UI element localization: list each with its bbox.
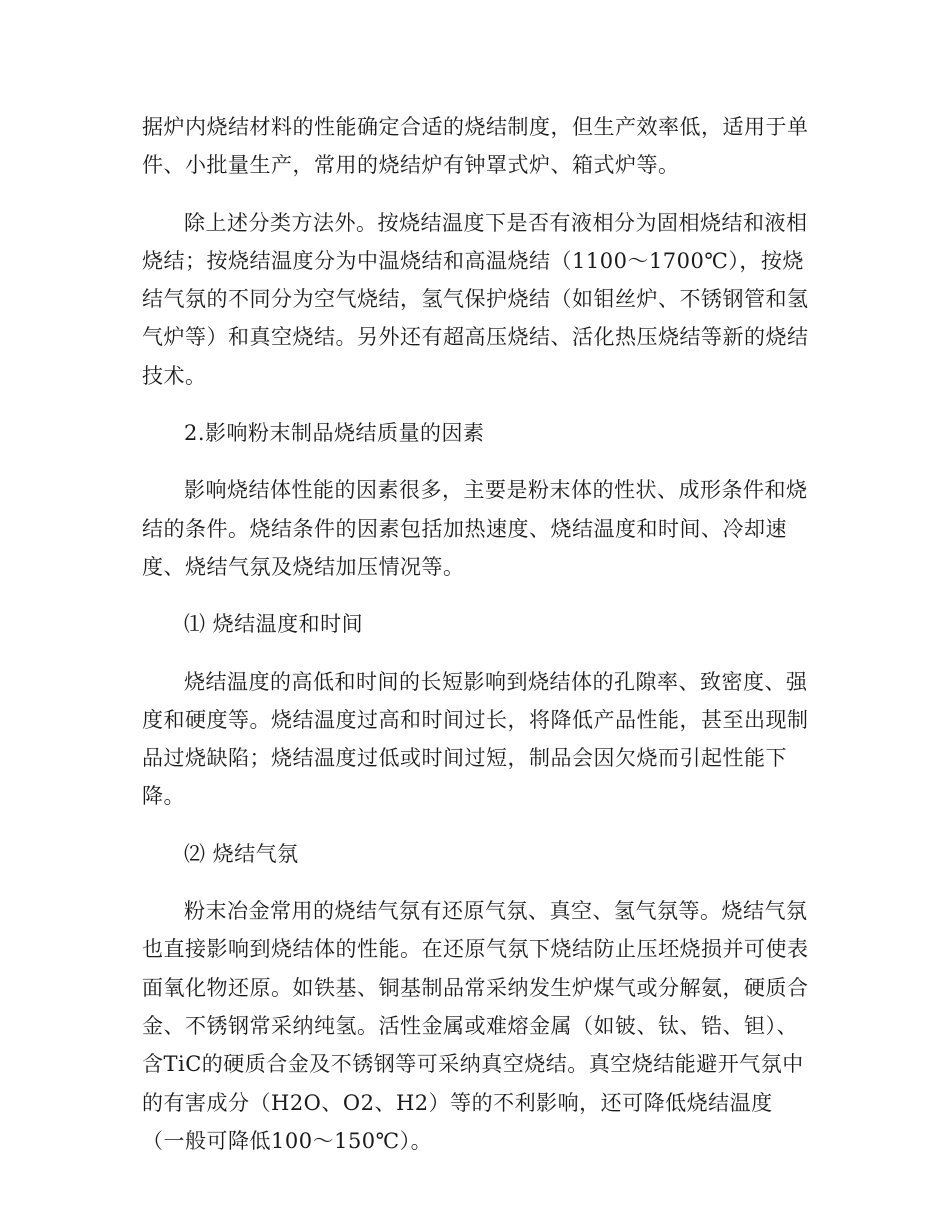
subheading-atmosphere: ⑵ 烧结气氛 <box>184 841 299 866</box>
paragraph-quality-factors: 影响烧结体性能的因素很多，主要是粉末体的性状、成形条件和烧结的条件。烧结条件的因素包括加热速度、烧结温度和时间、冷却速度、烧结气氛及烧结加压情况等。 <box>142 478 808 579</box>
document-body <box>142 108 812 1179</box>
paragraph-sintering-classification: 除上述分类方法外。按烧结温度下是否有液相分为固相烧结和液相烧结；按烧结温度分为中温烧结和高温烧结（1100～1700℃），按烧结气氛的不同分为空气烧结，氢气保护烧结（如钼丝炉、不锈钢管和氢气炉等）和真空烧结。另外还有超高压烧结、活化热压烧结等新的烧结技术。 <box>142 210 809 388</box>
section-heading-quality-factors: 2.影响粉末制品烧结质量的因素 <box>184 421 485 446</box>
paragraph-atmosphere: 粉末冶金常用的烧结气氛有还原气氛、真空、氢气氛等。烧结气氛也直接影响到烧结体的性能。在还原气氛下烧结防止压坯烧损并可使表面氧化物还原。如铁基、铜基制品常采纳发生炉煤气或分解氨，硬质合金、不锈钢常采纳纯氢。活性金属或难熔金属（如铍、钛、锆、钽）、含TiC的硬质合金及不锈钢等可采纳真空烧结。真空烧结能避开气氛中的有害成分（H2O、O2、H2）等的不利影响，还可降低烧结温度（一般可降低100～150℃）。 <box>142 899 809 1153</box>
subheading-temperature-time: ⑴ 烧结温度和时间 <box>184 612 364 637</box>
paragraph-temperature-time: 烧结温度的高低和时间的长短影响到烧结体的孔隙率、致密度、强度和硬度等。烧结温度过高和时间过长，将降低产品性能，甚至出现制品过烧缺陷；烧结温度过低或时间过短，制品会因欠烧而引起性能下降。 <box>142 669 809 809</box>
paragraph-sintering-furnace-continued: 据炉内烧结材料的性能确定合适的烧结制度，但生产效率低，适用于单件、小批量生产，常用的烧结炉有钟罩式炉、箱式炉等。 <box>142 115 809 178</box>
